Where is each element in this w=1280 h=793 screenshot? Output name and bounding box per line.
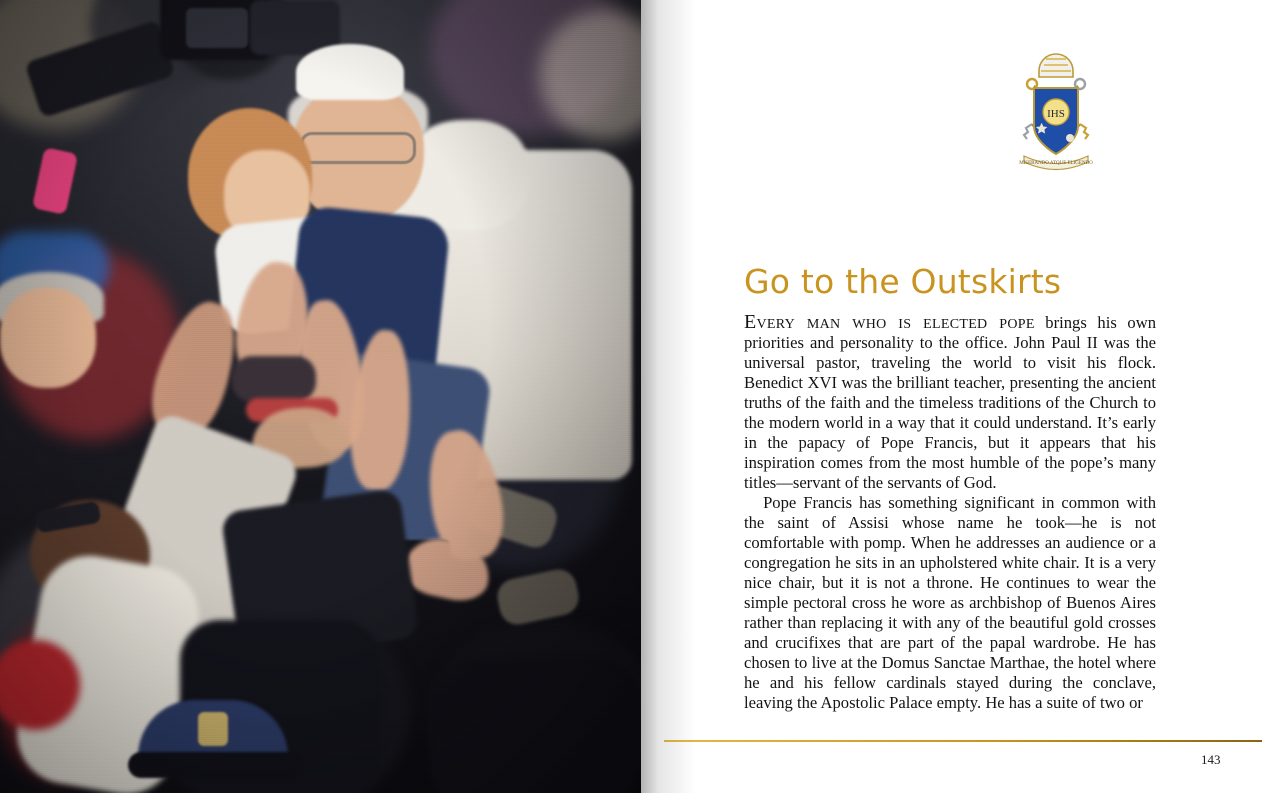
- page-title: Go to the Outskirts: [744, 262, 1062, 302]
- paragraph-1: [744, 312, 1156, 493]
- text-page: [641, 0, 1280, 793]
- papal-coat-of-arms-icon: [1006, 50, 1106, 176]
- paragraph-1-text: brings his own priorities and personality to the office. John Paul II was the universal pastor, traveling the world to visit his flock. Benedict XVI was the brilliant teacher, presenting the ancient truths of the faith and the timeless traditions of the Church to the modern world in a way that it could understand. It’s early in the papacy of Pope Francis, but it appears that his inspiration comes from the most humble of the pope’s many titles—servant of the servants of God.: [744, 313, 1156, 492]
- paragraph-2-text: Pope Francis has something significant in common with the saint of Assisi whose name he took—he is not comfortable with pomp. When he addresses an audience or a congregation he sits in an upholstered white chair. It is a very nice chair, but it is not a throne. He continues to wear the simple pectoral cross he wore as archbishop of Buenos Aires rather than replacing it with any of the beautiful gold crosses and crucifixes that are part of the papal wardrobe. He has chosen to live at the Domus Sanctae Marthae, the hotel where he and his fellow cardinals stayed during the conclave, leaving the Apostolic Palace empty. He has a suite of two or: [744, 493, 1156, 712]
- paragraph-2: [744, 493, 1156, 713]
- opening-small-caps: Every man who is elected pope: [744, 311, 1035, 333]
- footer-rule: [664, 740, 1262, 742]
- body-text: [744, 312, 1156, 713]
- svg-text:IHS: IHS: [1047, 108, 1065, 120]
- page-number: 143: [1201, 752, 1221, 767]
- crest-motto: MISERANDO ATQUE ELIGENDO: [1019, 161, 1093, 166]
